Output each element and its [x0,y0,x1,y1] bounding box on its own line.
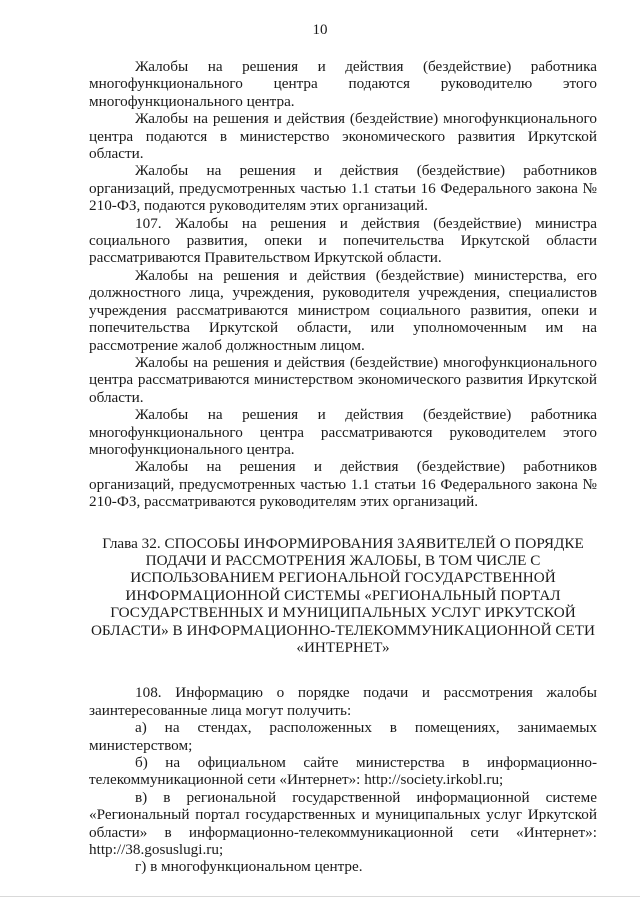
chapter-heading-line: ИСПОЛЬЗОВАНИЕМ РЕГИОНАЛЬНОЙ ГОСУДАРСТВЕННОЙ [130,569,556,587]
scan-edge-line [0,896,640,897]
paragraph: Жалобы на решения и действия (бездействие) многофункционального центра подаются в министерство экономического развития Иркутской области. [89,110,597,163]
list-item: г) в многофункциональном центре. [135,858,363,876]
list-item: в) в региональной государственной информационной системе «Региональный портал государственных и муниципальных услуг Иркутской области» в информационно-телекоммуникационной сети «Интернет»: http://38.gosuslugi.ru; [89,788,597,859]
paragraph: 107. Жалобы на решения и действия (бездействие) министра социального развития, опеки и попечительства Иркутской области рассматриваются Правительством Иркутской области. [89,214,597,267]
page-number: 10 [312,22,328,38]
paragraph: Жалобы на решения и действия (бездействие) работников организаций, предусмотренных частью 1.1 статьи 16 Федерального закона № 210-ФЗ, рассматриваются руководителям этих организаций. [89,458,597,511]
paragraph: Жалобы на решения и действия (бездействие) многофункционального центра рассматриваются министерством экономического развития Иркутской области. [89,353,597,406]
list-item: а) на стендах, расположенных в помещениях, занимаемых министерством; [89,719,597,754]
chapter-heading-line: ОБЛАСТИ» В ИНФОРМАЦИОННО-ТЕЛЕКОММУНИКАЦИОННОЙ СЕТИ [90,621,596,639]
chapter-heading-line: ГОСУДАРСТВЕННЫХ И МУНИЦИПАЛЬНЫХ УСЛУГ ИРКУТСКОЙ [110,604,576,622]
list-item: б) на официальном сайте министерства в информационно-телекоммуникационной сети «Интернет»: http://society.irkobl.ru; [89,754,597,789]
chapter-heading-line: ПОДАЧИ И РАССМОТРЕНИЯ ЖАЛОБЫ, В ТОМ ЧИСЛЕ С [145,551,541,569]
paragraph: Жалобы на решения и действия (бездействие) работников организаций, предусмотренных частью 1.1 статьи 16 Федерального закона № 210-ФЗ, подаются руководителям этих организаций. [89,162,597,215]
chapter-heading-line: Глава 32. СПОСОБЫ ИНФОРМИРОВАНИЯ ЗАЯВИТЕЛЕЙ О ПОРЯДКЕ [102,534,584,552]
chapter-heading-line: «ИНТЕРНЕТ» [296,639,390,656]
paragraph: 108. Информацию о порядке подачи и рассмотрения жалобы заинтересованные лица могут получить: [89,684,597,719]
chapter-heading-line: ИНФОРМАЦИОННОЙ СИСТЕМЫ «РЕГИОНАЛЬНЫЙ ПОРТАЛ [125,586,561,604]
paragraph: Жалобы на решения и действия (бездействие) работника многофункционального центра подаются руководителю этого многофункционального центра. [89,58,597,110]
chapter-heading [89,535,597,657]
paragraph: Жалобы на решения и действия (бездействие) министерства, его должностного лица, учреждения, руководителя учреждения, специалистов учреждения рассматриваются министром социального развития, опеки и попечительства Иркутской области, или уполномоченным им на рассмотрение жалоб должностным лицом. [89,266,597,354]
paragraph: Жалобы на решения и действия (бездействие) работника многофункционального центра рассматриваются руководителем этого многофункционального центра. [89,406,597,458]
document-body [89,58,597,876]
